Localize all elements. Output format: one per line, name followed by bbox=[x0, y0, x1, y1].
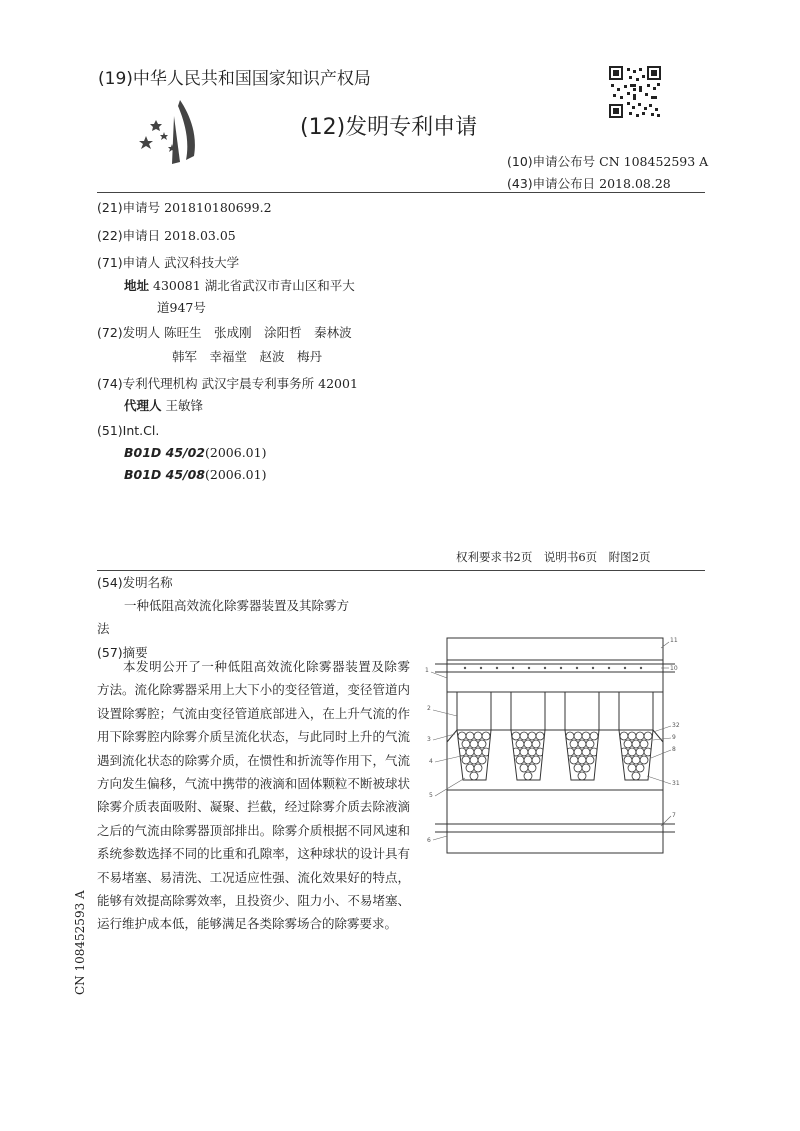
label-9: 9 bbox=[672, 734, 676, 741]
app-date-label: (22)申请日 bbox=[97, 228, 161, 243]
office-name: (19)中华人民共和国国家知识产权局 bbox=[98, 69, 371, 89]
cnipa-logo bbox=[128, 92, 210, 172]
ipc-code: B01D 45/08 bbox=[124, 467, 206, 482]
address-label: 地址 bbox=[124, 278, 150, 293]
address-line2: 道947号 bbox=[157, 300, 206, 315]
agency-label: (74)专利代理机构 bbox=[97, 376, 198, 391]
agency-field bbox=[97, 374, 358, 392]
qr-code bbox=[609, 66, 661, 118]
header-divider bbox=[97, 192, 705, 193]
label-1: 1 bbox=[425, 667, 429, 674]
address-line1: 430081 湖北省武汉市青山区和平大 bbox=[153, 278, 355, 293]
pub-date-label: (43)申请公布日 bbox=[507, 176, 596, 191]
abstract-label: (57)摘要 bbox=[97, 645, 148, 660]
document-type: (12)发明专利申请 bbox=[300, 115, 478, 140]
app-no-field bbox=[97, 198, 272, 216]
section-divider bbox=[97, 570, 705, 571]
label-31: 31 bbox=[672, 780, 680, 787]
title-line1: 一种低阻高效流化除雾器装置及其除雾方 bbox=[124, 598, 350, 613]
abstract-body bbox=[97, 655, 410, 936]
agency: 武汉宇晨专利事务所 42001 bbox=[201, 376, 358, 391]
pub-no: CN 108452593 A bbox=[599, 154, 709, 169]
address-field bbox=[124, 276, 355, 294]
app-date: 2018.03.05 bbox=[164, 228, 236, 243]
agent-label: 代理人 bbox=[124, 398, 162, 413]
applicant: 武汉科技大学 bbox=[164, 255, 240, 270]
label-3: 3 bbox=[427, 736, 431, 743]
pub-date: 2018.08.28 bbox=[599, 176, 671, 191]
label-7: 7 bbox=[672, 812, 676, 819]
housing-outline bbox=[447, 638, 663, 853]
label-5: 5 bbox=[429, 792, 433, 799]
intcl-label: (51)Int.Cl. bbox=[97, 423, 160, 438]
abstract-text: 本发明公开了一种低阻高效流化除雾器装置及除雾方法。流化除雾器采用上大下小的变径管道，变径管道内设置除雾腔；气流由变径管道底部进入，在上升气流的作用下除雾腔内除雾介质呈流化状态，与此同时上升的气流遇到流化状态的除雾介质，在惯性和折流等作用下，气流方向发生偏移，气流中携带的液滴和固体颗粒不断被球状除雾介质表面吸附、凝聚、拦截，经过除雾介质去除液滴之后的气流由除雾器顶部排出。除雾介质根据不同风速和系统参数选择不同的比重和孔隙率，这种球状的设计具有不易堵塞、易清洗、工况适应性强、流化效果好的特点，能够有效提高除雾效率，且投资少、阻力小、不易堵塞、运行维护成本低，能够满足各类除雾场合的除雾要求。 bbox=[97, 659, 410, 932]
app-no: 201810180699.2 bbox=[164, 200, 272, 215]
title-label: (54)发明名称 bbox=[97, 575, 173, 590]
side-pub-number: CN 108452593 A bbox=[73, 890, 87, 995]
agent: 王敏锋 bbox=[165, 398, 204, 413]
pub-date-row bbox=[507, 174, 671, 192]
demister-figure bbox=[425, 630, 685, 860]
app-date-field bbox=[97, 226, 236, 244]
label-4: 4 bbox=[429, 758, 433, 765]
ipc-code: B01D 45/02 bbox=[124, 445, 206, 460]
inventors-label: (72)发明人 bbox=[97, 325, 161, 340]
ipc-row bbox=[124, 445, 266, 460]
label-32: 32 bbox=[672, 722, 680, 729]
pub-no-label: (10)申请公布号 bbox=[507, 154, 596, 169]
app-no-label: (21)申请号 bbox=[97, 200, 161, 215]
inventors-field bbox=[97, 323, 352, 341]
pub-no-row bbox=[507, 152, 708, 170]
page-counts: 权利要求书2页 说明书6页 附图2页 bbox=[456, 550, 651, 564]
agent-field bbox=[124, 396, 203, 414]
label-11: 11 bbox=[670, 637, 678, 644]
label-10: 10 bbox=[670, 665, 678, 672]
ipc-version: (2006.01) bbox=[205, 467, 267, 482]
title-line2: 法 bbox=[97, 621, 110, 636]
ipc-version: (2006.01) bbox=[205, 445, 267, 460]
label-6: 6 bbox=[427, 837, 431, 844]
applicant-label: (71)申请人 bbox=[97, 255, 161, 270]
label-2: 2 bbox=[427, 705, 431, 712]
applicant-field bbox=[97, 253, 239, 271]
label-8: 8 bbox=[672, 746, 676, 753]
inventors-line2: 韩军 幸福堂 赵波 梅丹 bbox=[172, 349, 323, 364]
inventors-line1: 陈旺生 张成刚 涂阳哲 秦林波 bbox=[164, 325, 352, 340]
ipc-row bbox=[124, 467, 266, 482]
